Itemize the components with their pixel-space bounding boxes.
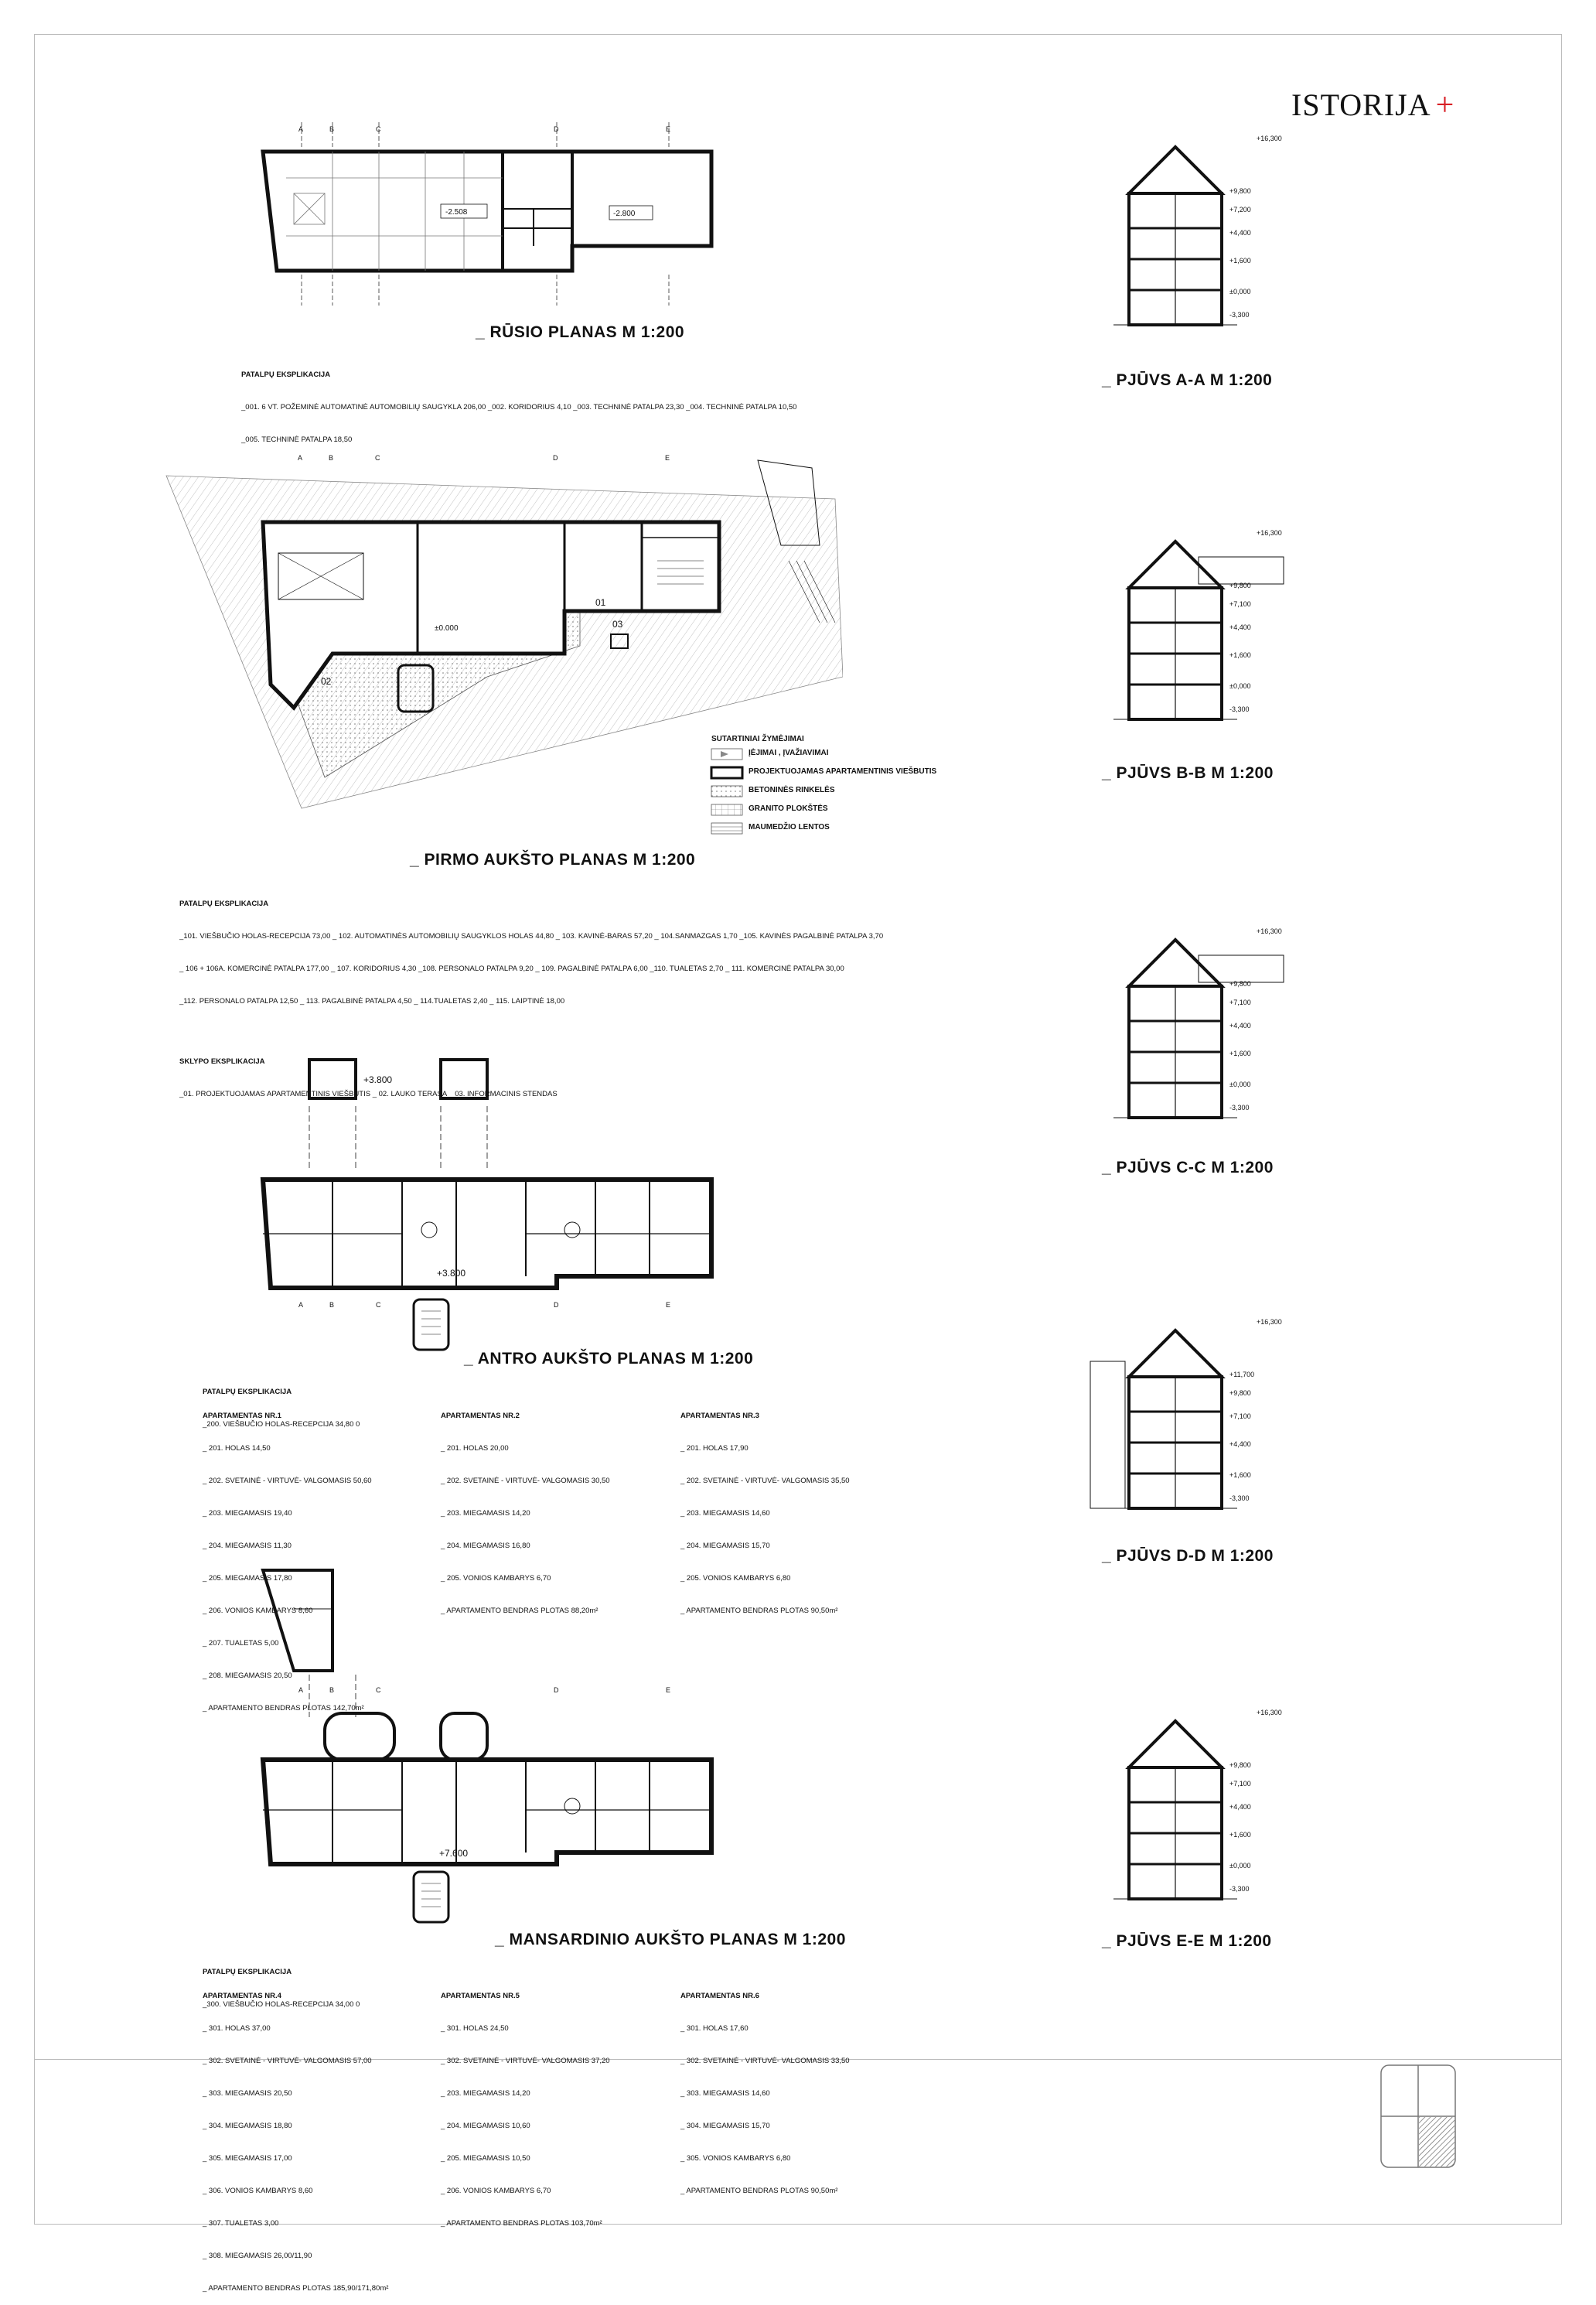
ground-expl-heading: PATALPŲ EKSPLIKACIJA [179,900,269,908]
section-level-mark: +7,200 [1229,206,1251,213]
axis-e-label: E [666,125,671,133]
section-level-mark: +16,300 [1257,1709,1282,1716]
basement-level-1: -2.508 [445,208,468,217]
apartment-room: _ 308. MIEGAMASIS 26,00/11,90 [203,2252,312,2260]
section-drawing-2 [1083,526,1299,735]
second-expl-first: _200. VIEŠBUČIO HOLAS-RECEPCIJA 34,80 0 [203,1420,360,1429]
axis-c-label: C [376,125,381,133]
apartment-room: _ 303. MIEGAMASIS 14,60 [680,2089,770,2098]
second-expl-heading: PATALPŲ EKSPLIKACIJA [203,1388,292,1396]
axis-c-label: C [376,1686,381,1694]
section-level-mark: ±0,000 [1229,682,1251,690]
legend-item-larch: MAUMEDŽIO LENTOS [749,823,830,832]
axis-d-label: D [554,125,559,133]
apartment-total: _ APARTAMENTO BENDRAS PLOTAS 90,50m² [680,1607,838,1615]
apartment-name: APARTAMENTAS NR.2 [441,1412,520,1420]
section-level-mark: ±0,000 [1229,288,1251,295]
apartment-room: _ 303. MIEGAMASIS 20,50 [203,2089,292,2098]
ground-expl-line: _101. VIEŠBUČIO HOLAS-RECEPCIJA 73,00 _ 102. AUTOMATINĖS AUTOMOBILIŲ SAUGYKLOS HOLAS 44,80 _ 103. KAVINĖ-BARAS 57,20 _ 104.SANMAZGAS 1,70 _105. KAVINĖS PAGALBINĖ PATALPA 3,70 [179,932,884,941]
attic-expl-heading: PATALPŲ EKSPLIKACIJA [203,1968,292,1976]
section-drawing-3 [1083,924,1299,1133]
ground-floor-plan-title: _ PIRMO AUKŠTO PLANAS M 1:200 [410,851,696,869]
basement-expl-line: _005. TECHNINĖ PATALPA 18,50 [241,435,353,444]
apartment-room: _ 302. SVETAINĖ - VIRTUVĖ- VALGOMASIS 33,50 [680,2057,850,2065]
ground-expl-line: _112. PERSONALO PATALPA 12,50 _ 113. PAGALBINĖ PATALPA 4,50 _ 114.TUALETAS 2,40 _ 115. LAIPTINĖ 18,00 [179,997,565,1006]
apartment-room: _ 205. VONIOS KAMBARYS 6,70 [441,1574,551,1583]
apartment-room: _ 302. SVETAINĖ - VIRTUVĖ- VALGOMASIS 37,20 [441,2057,610,2065]
apartment-room: _ 304. MIEGAMASIS 15,70 [680,2122,770,2130]
axis-b-label: B [329,1686,335,1694]
legend-item-concrete: BETONINĖS RINKELĖS [749,786,835,794]
apartment-room: _ 207. TUALETAS 5,00 [203,1639,279,1648]
section-level-mark: +4,400 [1229,623,1251,631]
section-level-mark: +4,400 [1229,1803,1251,1811]
axis-d-label: D [554,1686,559,1694]
section-level-mark: +1,600 [1229,1050,1251,1057]
site-marker-02: 02 [321,676,332,687]
section-title-4: _ PJŪVS D-D M 1:200 [1102,1547,1274,1565]
apartment-room: _ 206. VONIOS KAMBARYS 8,60 [203,1607,313,1615]
section-title-5: _ PJŪVS E-E M 1:200 [1102,1932,1272,1950]
apartment-room: _ 301. HOLAS 24,50 [441,2024,509,2033]
section-level-mark: -3,300 [1229,311,1250,319]
section-level-mark: +16,300 [1257,1318,1282,1326]
section-level-mark: +11,700 [1229,1371,1255,1378]
brand-logo: ISTORIJA + [1291,87,1455,123]
apartment-room: _ 307. TUALETAS 3,00 [203,2219,279,2228]
section-level-mark: +4,400 [1229,1022,1251,1030]
apartment-room: _ 203. MIEGAMASIS 19,40 [203,1509,292,1518]
second-floor-level-2: +3.800 [437,1268,466,1279]
basement-plan-title: _ RŪSIO PLANAS M 1:200 [476,323,685,341]
section-level-mark: +9,800 [1229,582,1251,589]
apartment-room: _ 201. HOLAS 14,50 [203,1444,271,1453]
apartment-room: _ 305. MIEGAMASIS 17,00 [203,2154,292,2163]
axis-d-label: D [554,1301,559,1309]
apartment-name: APARTAMENTAS NR.6 [680,1992,759,2000]
site-marker-01: 01 [595,597,606,608]
section-level-mark: +9,800 [1229,1761,1251,1769]
section-level-mark: +16,300 [1257,529,1282,537]
section-level-mark: ±0,000 [1229,1862,1251,1870]
apartment-name: APARTAMENTAS NR.5 [441,1992,520,2000]
apartment-room: _ 208. MIEGAMASIS 20,50 [203,1672,292,1680]
section-level-mark: +7,100 [1229,600,1251,608]
axis-a-label: A [298,125,304,133]
apartment-room: _ 205. MIEGAMASIS 17,80 [203,1574,292,1583]
axis-d-label: D [553,454,558,462]
section-level-mark: +9,800 [1229,187,1251,195]
section-drawing-5 [1083,1706,1299,1914]
basement-expl-heading: PATALPŲ EKSPLIKACIJA [241,371,331,379]
axis-a-label: A [298,1686,304,1694]
apartment-room: _ 305. VONIOS KAMBARYS 6,80 [680,2154,791,2163]
section-level-mark: +7,100 [1229,1412,1251,1420]
section-drawing-4 [1083,1315,1299,1524]
apartment-total: _ APARTAMENTO BENDRAS PLOTAS 103,70m² [441,2219,602,2228]
section-level-mark: +1,600 [1229,651,1251,659]
ground-expl-line: _ 106 + 106A. KOMERCINĖ PATALPA 177,00 _ 107. KORIDORIUS 4,30 _108. PERSONALO PATALPA 9,20 _ 109. PAGALBINĖ PATALPA 6,00 _110. TUALETAS 2,70 _ 111. KOMERCINĖ PATALPA 30,00 [179,965,844,973]
apartment-name: APARTAMENTAS NR.4 [203,1992,281,2000]
apartment-4-block [203,1969,388,2305]
apartment-room: _ 202. SVETAINĖ - VIRTUVĖ- VALGOMASIS 35,50 [680,1477,850,1485]
apartment-room: _ 204. MIEGAMASIS 11,30 [203,1542,292,1550]
section-level-mark: +16,300 [1257,927,1282,935]
axis-e-label: E [666,1686,671,1694]
apartment-room: _ 204. MIEGAMASIS 16,80 [441,1542,530,1550]
apartment-room: _ 304. MIEGAMASIS 18,80 [203,2122,292,2130]
axis-e-label: E [665,454,670,462]
second-floor-plan [247,1052,727,1361]
apartment-room: _ 306. VONIOS KAMBARYS 8,60 [203,2187,313,2195]
section-drawing-1 [1083,131,1299,340]
section-level-mark: +9,800 [1229,1389,1251,1397]
axis-a-label: A [298,1301,304,1309]
section-title-3: _ PJŪVS C-C M 1:200 [1102,1159,1274,1176]
apartment-room: _ 301. HOLAS 17,60 [680,2024,749,2033]
site-expl-line: _01. PROJEKTUOJAMAS APARTAMENTINIS VIEŠBUTIS _ 02. LAUKO TERASA _ 03. INFORMACINIS STENDAS [179,1090,558,1098]
axis-a-label: A [298,454,303,462]
basement-plan [247,116,742,317]
apartment-total: _ APARTAMENTO BENDRAS PLOTAS 185,90/171,80m² [203,2284,389,2293]
apartment-5-block [441,1969,610,2240]
section-level-mark: +9,800 [1229,980,1251,988]
section-level-mark: -3,300 [1229,705,1250,713]
axis-e-label: E [666,1301,671,1309]
section-title-1: _ PJŪVS A-A M 1:200 [1102,371,1273,389]
section-level-mark: +7,100 [1229,999,1251,1006]
apartment-room: _ 201. HOLAS 20,00 [441,1444,509,1453]
legend-title: SUTARTINIAI ŽYMĖJIMAI [711,735,804,743]
section-level-mark: -3,300 [1229,1885,1250,1893]
apartment-name: APARTAMENTAS NR.3 [680,1412,759,1420]
legend-item-hotel: PROJEKTUOJAMAS APARTAMENTINIS VIEŠBUTIS [749,767,937,776]
section-level-mark: ±0,000 [1229,1081,1251,1088]
apartment-room: _ 204. MIEGAMASIS 15,70 [680,1542,770,1550]
apartment-6-block [680,1969,850,2208]
site-expl-heading: SKLYPO EKSPLIKACIJA [179,1057,265,1066]
ground-floor-level: ±0.000 [435,624,459,633]
apartment-room: _ 206. VONIOS KAMBARYS 6,70 [441,2187,551,2195]
apartment-room: _ 204. MIEGAMASIS 10,60 [441,2122,530,2130]
legend-item-granite: GRANITO PLOKŠTĖS [749,804,828,813]
second-floor-level-1: +3.800 [363,1074,393,1085]
attic-plan-title: _ MANSARDINIO AUKŠTO PLANAS M 1:200 [495,1931,846,1948]
legend-item-entrances: ĮĖJIMAI , ĮVAŽIAVIMAI [749,749,829,757]
attic-floor-plan [247,1555,727,1934]
axis-b-label: B [329,1301,335,1309]
apartment-room: _ 203. MIEGAMASIS 14,20 [441,1509,530,1518]
apartment-name: APARTAMENTAS NR.1 [203,1412,281,1420]
basement-level-2: -2.800 [613,210,636,218]
apartment-room: _ 205. MIEGAMASIS 10,50 [441,2154,530,2163]
section-level-mark: +7,100 [1229,1780,1251,1788]
axis-b-label: B [329,125,335,133]
title-block-stamp [1379,2064,1457,2169]
section-level-mark: +4,400 [1229,1440,1251,1448]
section-level-mark: +1,600 [1229,1831,1251,1839]
apartment-total: _ APARTAMENTO BENDRAS PLOTAS 142,70m² [203,1704,364,1713]
section-level-mark: +4,400 [1229,229,1251,237]
attic-level: +7.600 [439,1848,469,1859]
apartment-total: _ APARTAMENTO BENDRAS PLOTAS 88,20m² [441,1607,598,1615]
apartment-room: _ 203. MIEGAMASIS 14,20 [441,2089,530,2098]
section-level-mark: +1,600 [1229,1471,1251,1479]
site-marker-03: 03 [612,619,623,630]
axis-c-label: C [375,454,380,462]
section-level-mark: -3,300 [1229,1104,1250,1112]
apartment-room: _ 301. HOLAS 37,00 [203,2024,271,2033]
apartment-total: _ APARTAMENTO BENDRAS PLOTAS 90,50m² [680,2187,838,2195]
attic-expl-first: _300. VIEŠBUČIO HOLAS-RECEPCIJA 34,00 0 [203,2000,360,2009]
apartment-room: _ 205. VONIOS KAMBARYS 6,80 [680,1574,791,1583]
apartment-room: _ 202. SVETAINĖ - VIRTUVĖ- VALGOMASIS 50,60 [203,1477,372,1485]
section-level-mark: +1,600 [1229,257,1251,265]
section-level-mark: +16,300 [1257,135,1282,142]
basement-explication [241,348,796,456]
apartment-room: _ 302. SVETAINĖ - VIRTUVĖ- VALGOMASIS 57,00 [203,2057,372,2065]
axis-c-label: C [376,1301,381,1309]
apartment-room: _ 203. MIEGAMASIS 14,60 [680,1509,770,1518]
apartment-room: _ 202. SVETAINĖ - VIRTUVĖ- VALGOMASIS 30,50 [441,1477,610,1485]
section-level-mark: -3,300 [1229,1494,1250,1502]
basement-expl-line: _001. 6 VT. POŽEMINĖ AUTOMATINĖ AUTOMOBILIŲ SAUGYKLA 206,00 _002. KORIDORIUS 4,10 _003. TECHNINĖ PATALPA 23,30 _004. TECHNINĖ PATALPA 10,50 [241,403,797,411]
apartment-room: _ 201. HOLAS 17,90 [680,1444,749,1453]
axis-b-label: B [329,454,334,462]
second-floor-plan-title: _ ANTRO AUKŠTO PLANAS M 1:200 [464,1350,754,1368]
section-title-2: _ PJŪVS B-B M 1:200 [1102,764,1274,782]
